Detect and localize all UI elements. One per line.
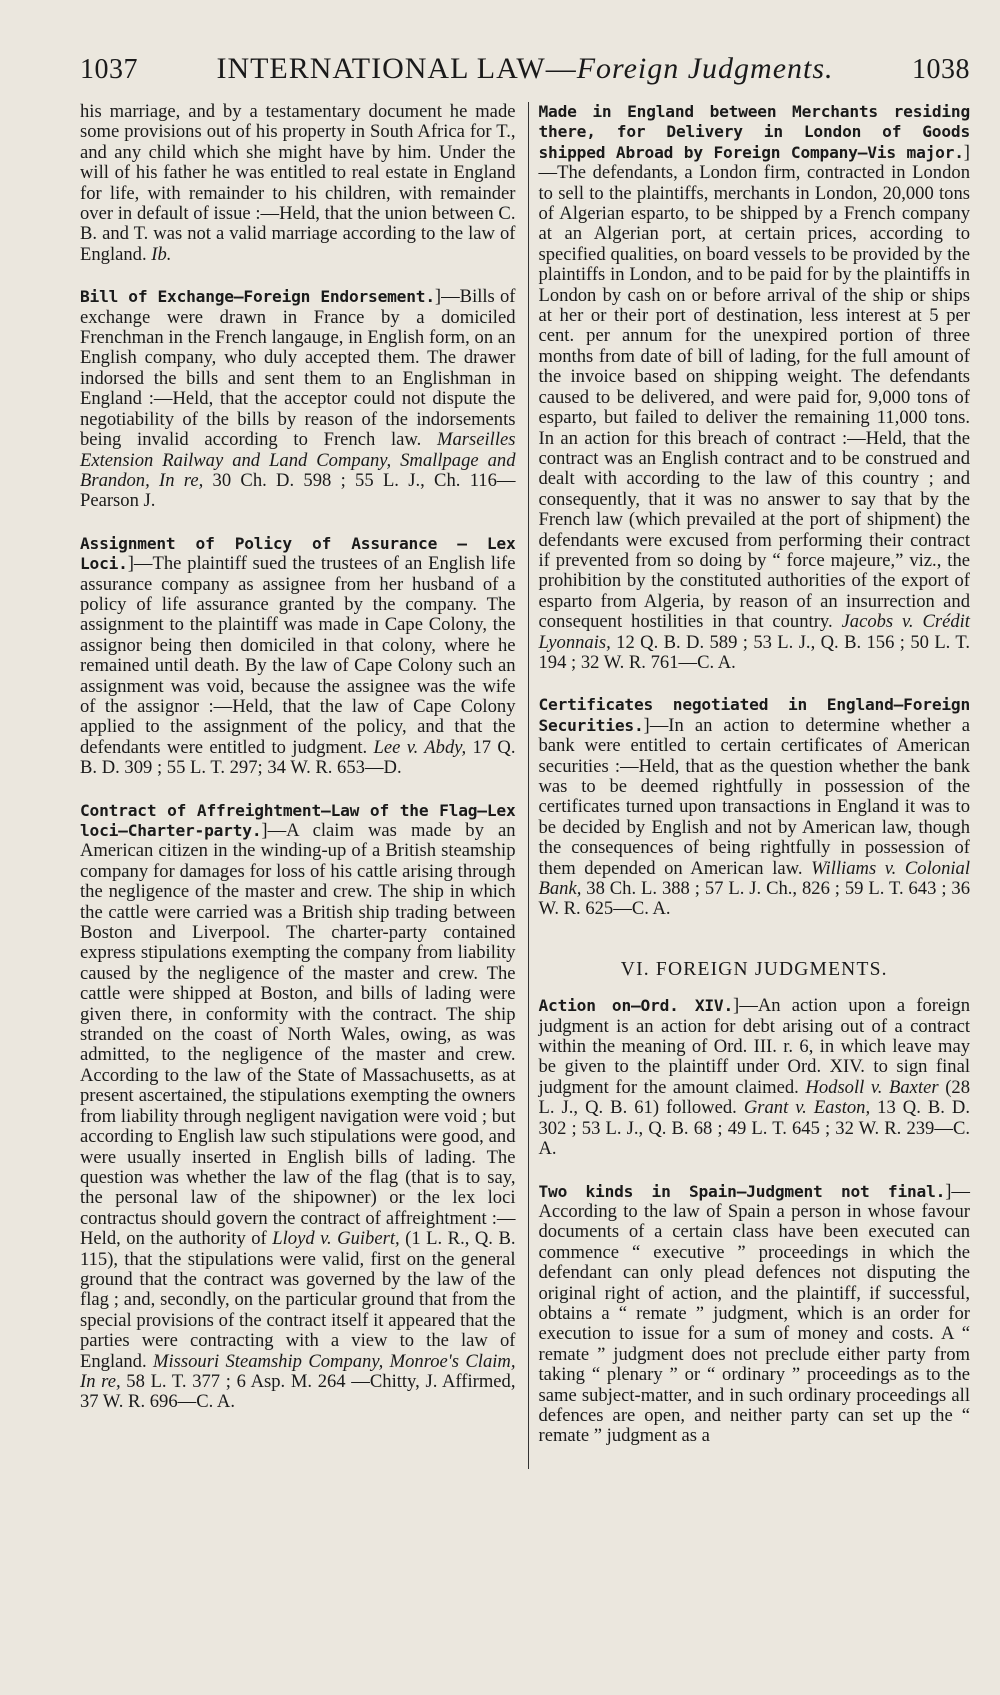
two-column-body [80, 102, 970, 1469]
running-header [80, 52, 970, 96]
left-column [80, 102, 526, 1469]
case-citation: Grant v. Easton, [743, 1097, 871, 1119]
entry-body: ]—In an action to determine whether a bank were entitled to certain certificates of American securities :—Held, that as the question whether the bank was to be deemed rightfully in possession of the certificates turned upon transactions in England it was to be decided by English and not by American law, though the consequences of being rightfully in possession of them depended on American law. [538, 714, 970, 879]
case-citation: Jacobs v. Crédit Lyonnais, [538, 611, 970, 653]
report-reference: 12 Q. B. D. 589 ; 53 L. J., Q. B. 156 ; 50 L. T. 194 ; 32 W. R. 761—C. A. [538, 631, 970, 673]
case-citation: Missouri Steamship Company, Monroe's Claim, In re, [80, 1350, 516, 1392]
case-citation: Marseilles Extension Railway and Land Company, Smallpage and Brandon, In re, [80, 429, 516, 491]
entry-body: ]—A claim was made by an American citizen in the winding-up of a British steamship company for damages for loss of his cattle arising through the negligence of the master and crew. The ship in which the cattle were carried was a British ship trading between Boston and Liverpool. The charter-party contained express stipulations exempting the company from liability caused by the negligence of the master and crew. The cattle were shipped at Boston, and bills of lading were given there, in conformity with the contract. The ship stranded on the coast of North Wales, owing, as was admitted, to the negligence of the master and crew. According to the law of the State of Massachusetts, as at present ascertained, the stipulations exempting the owners from liability through negligent navigation were void ; but according to English law such stipulations were good, and were usually inserted in English bills of lading. The question was whether the law of the flag (that is to say, the personal law of the shipowner) or the lex loci contractus should govern the contract of affreightment :—Held, on the authority of [80, 820, 516, 1250]
entry-two-kinds-in-spain [539, 1182, 971, 1447]
entry-body: ]—The defendants, a London firm, contracted in London to sell to the plaintiffs, merchants in London, 20,000 tons of Algerian esparto, to be shipped by a French company at an Algerian port, at certain prices, according to specified qualities, on board vessels to be provided by the plaintiffs in London, and to be paid for by the plaintiffs in London by cash on or before arrival of the ship or ships at her or their port of destination, less interest at 5 per cent. per annum for the unexpired portion of three months from date of bill of lading, for the full amount of the invoice based on shipping weight. The defendants caused to be delivered, and were paid for, 9,000 tons of esparto, but failed to deliver the remaining 11,000 tons. In an action for this breach of contract :—Held, that the contract was an English contract and to be construed and dealt with according to the law of this country ; and consequently, that it was no answer to say that by the French law (which prevailed at the port of shipment) the defendants were excused from performing their contract if prevented from so doing by “ force majeure,” viz., the prohibition by the constituted authorities of the export of esparto from Algeria, by reason of an insurrection and consequent hostilities in that country. [538, 141, 970, 633]
entry-body: ]—The plaintiff sued the trustees of an English life assurance company as assignee from her husband of a policy of life assurance granted by the company. The assignment to the plaintiff was made in Cape Colony, the assignor being then domiciled in that colony, where he remained until death. By the law of Cape Colony such an assignment was void, because the assignee was the wife of the assignor :—Held, that the law of Cape Colony applied to the assignment of the policy, and that the defendants were entitled to judgment. [80, 553, 516, 758]
entry-heading: Assignment of Policy of Assurance — Lex Loci. [80, 533, 516, 574]
entry-body: ]—Bills of exchange were drawn in France by a domiciled Frenchman in the French langauge, in English form, on an English company, who duly accepted them. The drawer indorsed the bills and sent them to an Englishman in England :—Held, that the acceptor could not dispute the negotiability of the bills by reason of the indorsements being invalid according to French law. [80, 286, 516, 451]
entry-body: ]—According to the law of Spain a person in whose favour documents of a certain class have been executed can commence “ executive ” proceedings in which the defendant can only plead defences not disputing the original right of action, and the plaintiff, if successful, obtains a “ remate ” judgment, which is an order for execution to issue for a sum of money and costs. A “ remate ” judgment does not preclude either party from taking “ plenary ” or “ ordinary ” proceedings as to the same subject-matter, and in such ordinary proceedings all defences are open, and neither party can set up the “ remate ” judgment as a [538, 1180, 970, 1447]
entry-made-in-england [539, 102, 971, 673]
entry-body: his marriage, and by a testamentary document he made some provisions out of his property in South Africa for T., and any child which she might have by him. Under the will of his father he was entitled to real estate in England for life, with remainder to his children, with remainder over in default of issue :—Held, that the union between C. B. and T. was not a valid marriage according to the law of England. [80, 101, 516, 265]
entry-heading: Certificates negotiated in England—Foreign Securities. [538, 695, 970, 735]
report-reference: 38 Ch. L. 388 ; 57 L. J. Ch., 826 ; 59 L. T. 643 ; 36 W. R. 625—C. A. [538, 878, 970, 920]
entry-body: ]—An action upon a foreign judgment is an action for debt arising out of a contract within the meaning of Ord. III. r. 6, in which leave may be given to the plaintiff under Ord. XIV. to sign final judgment for the amount claimed. [538, 995, 971, 1098]
page-number-left: 1037 [80, 54, 138, 85]
entry-heading: Contract of Affreightment—Law of the Flag—Lex loci—Charter-party. [80, 800, 516, 840]
report-reference: 30 Ch. D. 598 ; 55 L. J., Ch. 116—Pearson J. [80, 469, 516, 512]
entry-contract-of-affreightment [80, 801, 516, 1413]
case-citation: Hodsoll v. Baxter [805, 1076, 939, 1098]
entry-heading: Made in England between Merchants residing there, for Delivery in London of Goods shipped Abroad by Foreign Company—Vis major. [538, 102, 970, 162]
running-title [216, 52, 833, 86]
title-italic: Foreign Judgments. [576, 52, 834, 85]
report-reference: 58 L. T. 377 ; 6 Asp. M. 264 —Chitty, J. Affirmed, 37 W. R. 696—C. A. [80, 1370, 516, 1413]
section-heading: VI. FOREIGN JUDGMENTS. [620, 958, 888, 980]
report-reference: 17 Q. B. D. 309 ; 55 L. T. 297; 34 W. R. 653—D. [80, 736, 516, 779]
entry-heading: Bill of Exchange—Foreign Endorsement. [80, 287, 435, 307]
entry-body-continued: (28 L. J., Q. B. 61) followed. [538, 1076, 970, 1119]
entry-bill-of-exchange [80, 287, 516, 511]
report-reference: 13 Q. B. D. 302 ; 53 L. J., Q. B. 68 ; 49 L. T. 645 ; 32 W. R. 239—C. A. [538, 1097, 971, 1160]
entry-marriage-continued [80, 102, 516, 265]
page-number-right: 1038 [912, 54, 970, 85]
entry-heading: Action on—Ord. XIV. [538, 996, 734, 1016]
entry-action-on-ord-xiv [539, 996, 971, 1159]
column-divider [528, 102, 529, 1469]
right-column [539, 102, 971, 1469]
entry-certificates [539, 695, 971, 919]
case-citation: Lloyd v. Guibert, [272, 1228, 400, 1250]
title-main: INTERNATIONAL LAW— [216, 52, 577, 85]
entry-heading: Two kinds in Spain—Judgment not final. [538, 1181, 946, 1201]
case-citation: Lee v. Abdy, [373, 736, 467, 758]
entry-body-continued: (1 L. R., Q. B. 115), that the stipulations were valid, first on the general ground that the contract was governed by the law of the flag ; and, secondly, on the particular ground that from the special provisions of the contract itself it appeared that the parties were contracting with a view to the law of England. [80, 1228, 516, 1372]
entry-assignment-of-policy [80, 534, 516, 779]
case-citation: Williams v. Colonial Bank, [538, 857, 970, 900]
case-citation: Ib. [151, 243, 172, 265]
